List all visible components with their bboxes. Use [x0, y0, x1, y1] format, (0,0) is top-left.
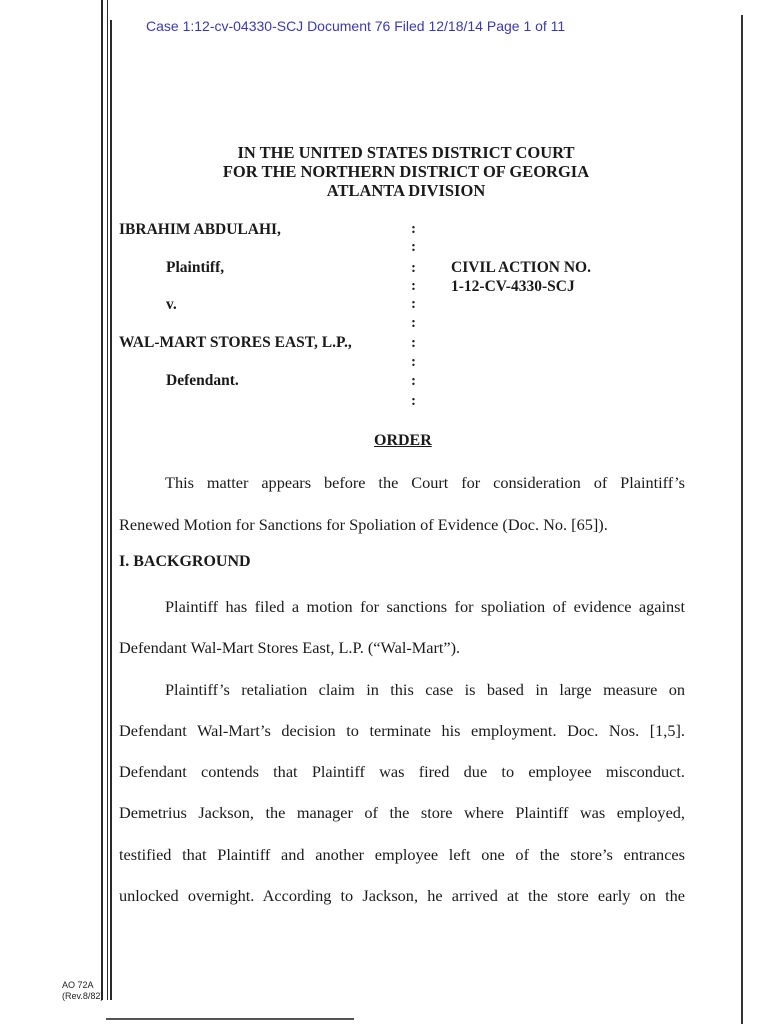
body-text-line: Defendant contends that Plaintiff was fired due to employee misconduct.: [119, 762, 685, 781]
defendant-role: Defendant.: [166, 372, 239, 389]
caption-colon: :: [411, 260, 416, 276]
form-revision: (Rev.8/82): [62, 991, 104, 1001]
left-margin-rule: [110, 20, 112, 1000]
plaintiff-role: Plaintiff,: [166, 259, 225, 276]
body-text-line: Plaintiff’s retaliation claim in this case is based in large measure on: [165, 680, 685, 699]
civil-action-label: CIVIL ACTION NO.: [451, 259, 591, 276]
left-margin-rule: [101, 0, 103, 1000]
body-text-line: Plaintiff has filed a motion for sanctions for spoliation of evidence against: [165, 597, 685, 616]
right-margin-rule: [741, 15, 743, 1024]
defendant-name: WAL-MART STORES EAST, L.P.,: [119, 334, 352, 351]
caption-colon: :: [411, 393, 416, 409]
body-text-line: Defendant Wal-Mart’s decision to terminate his employment. Doc. Nos. [1,5].: [119, 721, 685, 740]
caption-colon: :: [411, 239, 416, 255]
court-line: ATLANTA DIVISION: [326, 181, 486, 200]
body-text-line: Renewed Motion for Sanctions for Spoliation of Evidence (Doc. No. [65]).: [119, 515, 608, 534]
caption-colon: :: [411, 296, 416, 312]
caption-colon: :: [411, 335, 416, 351]
filing-stamp: Case 1:12-cv-04330-SCJ Document 76 Filed 12/18/14 Page 1 of 11: [146, 18, 566, 34]
body-text-line: This matter appears before the Court for consideration of Plaintiff’s: [165, 473, 685, 492]
section-heading: I. BACKGROUND: [119, 553, 251, 570]
bottom-edge-rule: [106, 1018, 354, 1020]
court-line: FOR THE NORTHERN DISTRICT OF GEORGIA: [222, 162, 590, 181]
left-margin-rule: [107, 0, 108, 1000]
caption-colon: :: [411, 221, 416, 237]
body-text-line: Demetrius Jackson, the manager of the store where Plaintiff was employed,: [119, 803, 685, 822]
caption-colon: :: [411, 373, 416, 389]
caption-colon: :: [411, 278, 416, 294]
court-heading: [150, 143, 662, 200]
court-line: IN THE UNITED STATES DISTRICT COURT: [237, 143, 575, 162]
body-text-line: Defendant Wal-Mart Stores East, L.P. (“Wal-Mart”).: [119, 638, 461, 657]
form-label: [62, 980, 103, 1002]
body-text-line: testified that Plaintiff and another employee left one of the store’s entrances: [119, 845, 685, 864]
order-title: ORDER: [374, 432, 432, 449]
civil-action-number: 1-12-CV-4330-SCJ: [451, 278, 575, 295]
body-text-line: unlocked overnight. According to Jackson, he arrived at the store early on the: [119, 886, 685, 905]
caption-colon: :: [411, 315, 416, 331]
versus-label: v.: [166, 296, 177, 313]
form-number: AO 72A: [62, 980, 94, 990]
caption-colon: :: [411, 354, 416, 370]
plaintiff-name: IBRAHIM ABDULAHI,: [119, 221, 281, 238]
